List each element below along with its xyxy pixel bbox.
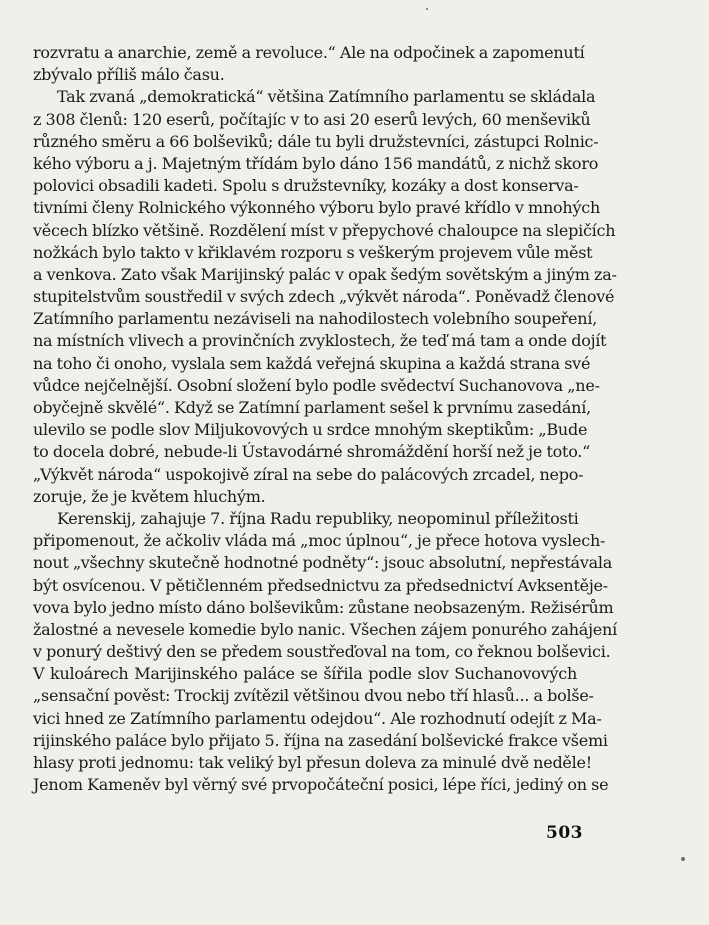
text-line: to docela dobré, nebude-li Ústavodárné shromáždění horší než je toto.“ [33, 442, 591, 462]
text-line: rozvratu a anarchie, země a revoluce.“ Ale na odpočinek a zapomenutí [33, 43, 585, 62]
text-line: Kerenskij, zahajuje 7. října Radu republiky, neopominul příležitosti [57, 508, 579, 528]
paper-speck [681, 857, 685, 861]
text-line: a venkova. Zato však Marijinský palác v opak šedým sovětským a jiným za- [33, 264, 617, 284]
text-line: obyčejně skvělé“. Když se Zatímní parlament sešel k prvnímu zasedání, [33, 398, 591, 417]
text-line: polovici obsadili kadeti. Spolu s družstevníky, kozáky a dost konserva- [33, 176, 579, 196]
text-line: na toho či onoho, vyslala sem každá veřejná skupina a každá strana své [33, 353, 591, 373]
text-line: nout „všechny skutečně hodnotné podněty“: jsouc absolutní, nepřestávala [33, 553, 613, 573]
text-line: „Výkvět národa“ uspokojivě zíral na sebe do palácových zrcadel, nepo- [33, 464, 584, 484]
text-line: různého směru a 66 bolševiků; dále tu byli družstevníci, zástupci Rolnic- [33, 131, 599, 151]
text-line: rijinského paláce bylo přijato 5. října na zasedání bolševické frakce všemi [33, 730, 608, 750]
text-line: Zatímního parlamentu nezáviseli na nahodilostech volebního soupeření, [33, 309, 598, 329]
text-line: Tak zvaná „demokratická“ většina Zatímního parlamentu se skládala [57, 87, 596, 107]
text-line: žalostné a nevesele komedie bylo nanic. Všechen zájem ponurého zahájení [33, 619, 617, 639]
text-line: připomenout, že ačkoliv vláda má „moc úplnou“, je přece hotova vyslech- [33, 531, 606, 551]
text-line: zoruje, že je květem hluchým. [33, 486, 266, 506]
text-line: na místních vlivech a provinčních zvyklostech, že teď má tam a onde dojít [33, 331, 607, 351]
text-line: „sensační pověst: Trockij zvítězil většinou dvou nebo tří hlasů... a bolše- [33, 686, 594, 706]
text-line: v ponurý deštivý den se předem soustřeďoval na tom, co řeknou bolševici. [33, 642, 611, 662]
page-number: 503 [546, 823, 583, 843]
body-text [33, 42, 617, 796]
text-line: zbývalo příliš málo času. [33, 65, 225, 85]
text-line: ulevilo se podle slov Miljukovových u srdce mnohým skeptikům: „Bude [33, 420, 588, 440]
text-line: stupitelstvům soustředil v svých zdech „výkvět národa“. Poněvadž členové [33, 287, 615, 307]
text-line: z 308 členů: 120 eserů, počítajíc v to asi 20 eserů levých, 60 menševiků [33, 109, 591, 129]
text-line: nožkách bylo takto v křiklavém rozporu s veškerým projevem vůle měst [33, 242, 593, 262]
text-line: Jenom Kameněv byl věrný své prvopočáteční posici, lépe říci, jediný on se [33, 775, 609, 795]
paper-speck [426, 8, 428, 10]
text-line: vůdce nejčelnější. Osobní složení bylo podle svědectví Suchanovova „ne- [33, 375, 600, 395]
text-line: vova bylo jedno místo dáno bolševikům: zůstane neobsazeným. Režisérům [33, 597, 614, 617]
text-line: hlasy proti jednomu: tak veliký byl přesun doleva za minulé dvě neděle! [33, 753, 592, 772]
text-line: V kuloárech Marijinského paláce se šířila podle slov Suchanovových [33, 664, 577, 684]
text-line: věcech blízko většině. Rozdělení míst v přepychové chaloupce na slepičích [33, 220, 616, 240]
text-line: vici hned ze Zatímního parlamentu odejdou“. Ale rozhodnutí odejít z Ma- [33, 708, 602, 728]
text-line: tivními členy Rolnického výkonného výboru bylo pravé křídlo v mnohých [33, 198, 600, 218]
text-line: kého výboru a j. Majetným třídám bylo dáno 156 mandátů, z nichž skoro [33, 153, 599, 173]
text-line: být osvícenou. V pětičlenném předsednictvu za předsednictví Avksentěje- [33, 575, 608, 595]
